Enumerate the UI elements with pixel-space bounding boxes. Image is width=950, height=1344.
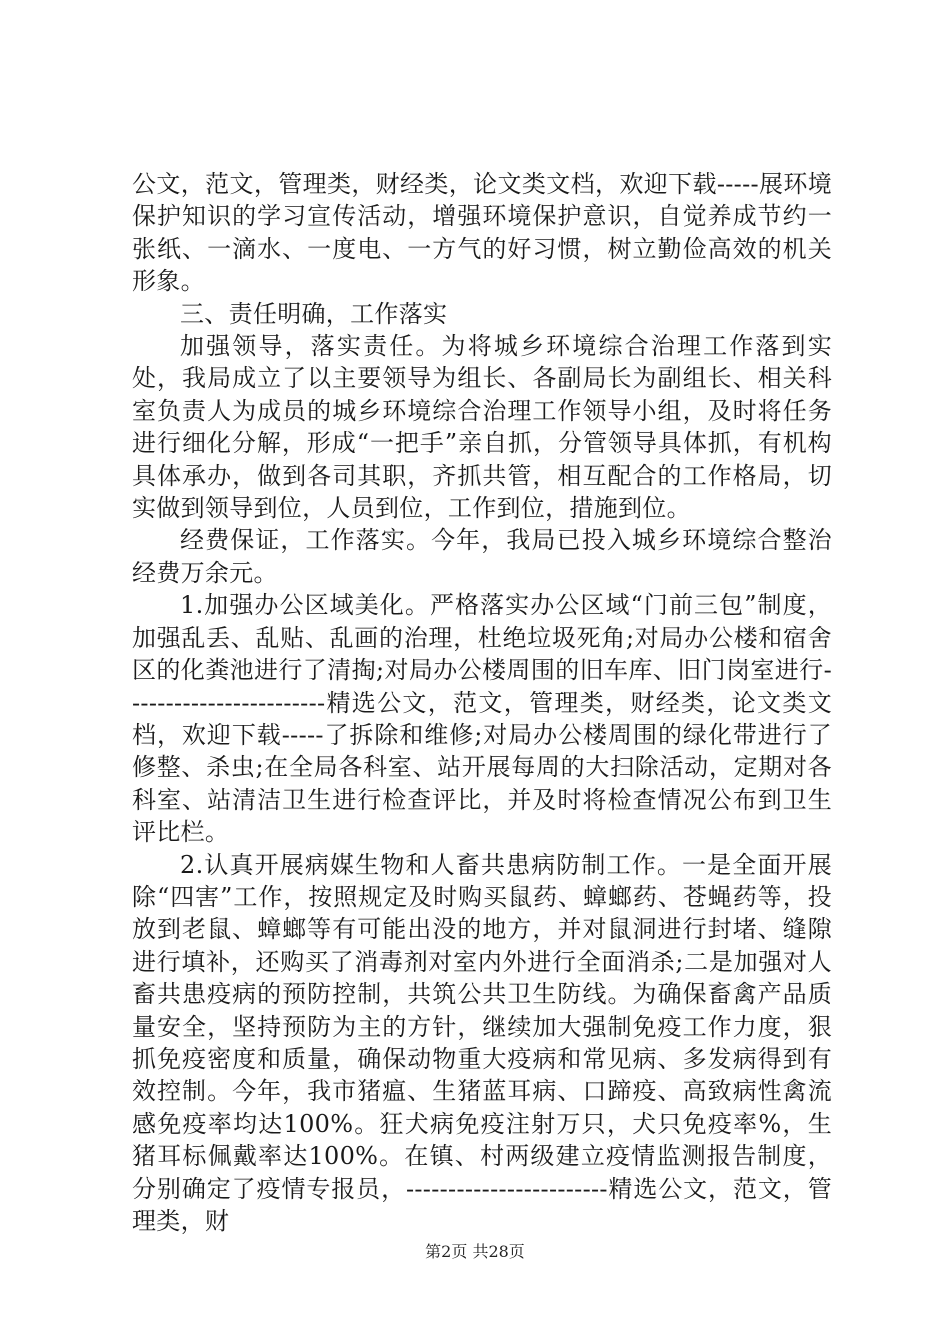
document-body	[132, 168, 832, 1237]
paragraph-office-beautification: 1.加强办公区域美化。严格落实办公区域“门前三包”制度，加强乱丢、乱贴、乱画的治理，杜绝垃圾死角;对局办公楼和宿舍区的化粪池进行了清掏;对局办公楼周围的旧车库、旧门岗室进行------------------------精选公文，范文，管理类，财经类，论文类文档，欢迎下载-----了拆除和维修;对局办公楼周围的绿化带进行了修整、杀虫;在全局各科室、站开展每周的大扫除活动，定期对各科室、站清洁卫生进行检查评比，并及时将检查情况公布到卫生评比栏。	[132, 591, 832, 847]
section-heading: 三、责任明确，工作落实	[180, 299, 448, 328]
paragraph-disease-control: 2.认真开展病媒生物和人畜共患病防制工作。一是全面开展除“四害”工作，按照规定及时购买鼠药、蟑螂药、苍蝇药等，投放到老鼠、蟑螂等有可能出没的地方，并对鼠洞进行封堵、缝隙进行填补，还购买了消毒剂对室内外进行全面消杀;二是加强对人畜共患疫病的预防控制，共筑公共卫生防线。为确保畜禽产品质量安全，坚持预防为主的方针，继续加大强制免疫工作力度，狠抓免疫密度和质量，确保动物重大疫病和常见病、多发病得到有效控制。今年，我市猪瘟、生猪蓝耳病、口蹄疫、高致病性禽流感免疫率均达100%。狂犬病免疫注射万只，犬只免疫率%，生猪耳标佩戴率达100%。在镇、村两级建立疫情监测报告制度，分别确定了疫情专报员，------------------------精选公文，范文，管理类，财	[132, 850, 832, 1235]
paragraph-leadership: 加强领导，落实责任。为将城乡环境综合治理工作落到实处，我局成立了以主要领导为组长、各副局长为副组长、相关科室负责人为成员的城乡环境综合治理工作领导小组，及时将任务进行细化分解，形成“一把手”亲自抓，分管领导具体抓，有机构具体承办，做到各司其职，齐抓共管，相互配合的工作格局，切实做到领导到位，人员到位，工作到位，措施到位。	[132, 332, 832, 523]
paragraph-intro: 公文，范文，管理类，财经类，论文类文档，欢迎下载-----展环境保护知识的学习宣传活动，增强环境保护意识，自觉养成节约一张纸、一滴水、一度电、一方气的好习惯，树立勤俭高效的机关形象。	[132, 170, 832, 296]
page-number-footer: 第2页 共28页	[425, 1242, 525, 1261]
paragraph-funding: 经费保证，工作落实。今年，我局已投入城乡环境综合整治经费万余元。	[132, 526, 832, 587]
